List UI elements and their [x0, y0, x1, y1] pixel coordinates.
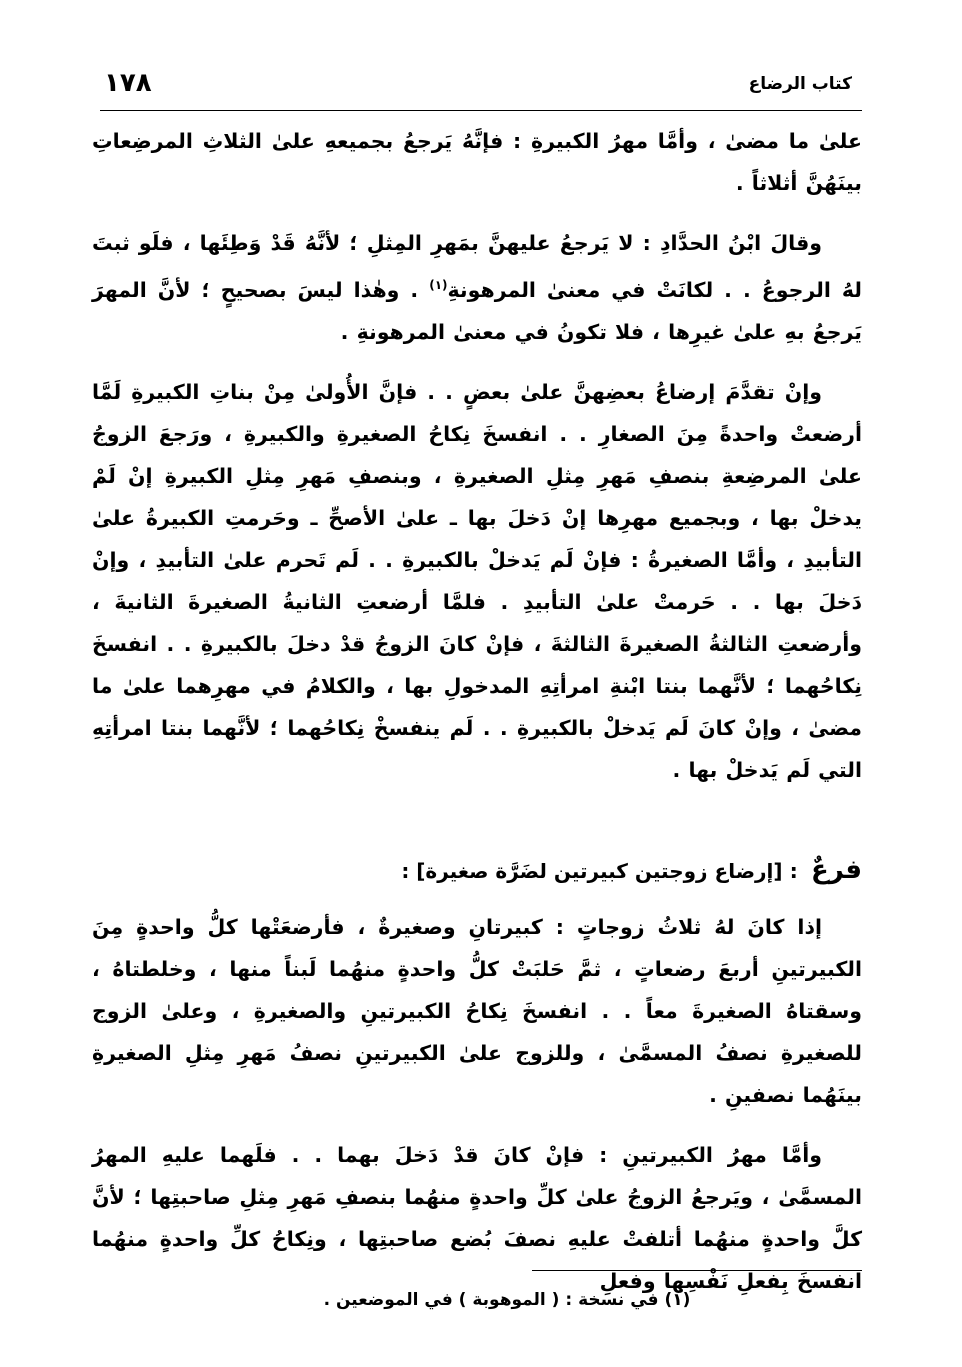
paragraph-2-text: وقالَ ابْنُ الحدَّادِ : لا يَرجعُ عليهنَّ بمَهرِ المِثلِ ؛ لأنَّهُ قَدْ وَطِئَها ، فلَو ثبتَ لهُ الرجوعُ . . لكانَتْ في معنىٰ المرهونةِ	[92, 231, 862, 302]
paragraph-1: علىٰ ما مضىٰ ، وأمَّا مهرُ الكبيرةِ : فإنَّهُ يَرجعُ بجميعهِ علىٰ الثلاثِ المرضِعاتِ بينَهُنَّ أثلاثاً .	[92, 129, 862, 195]
section-spacer	[92, 809, 862, 849]
footnote-area	[92, 1270, 862, 1315]
header-divider	[100, 110, 862, 111]
book-title: كتاب الرضاع	[748, 74, 852, 94]
page-body	[92, 120, 862, 1320]
footnote-divider	[532, 1270, 862, 1271]
paragraph-2: وقالَ ابْنُ الحدَّادِ : لا يَرجعُ عليهنَّ بمَهرِ المِثلِ ؛ لأنَّهُ قَدْ وَطِئَها ، فلَو ثبتَ لهُ الرجوعُ . . لكانَتْ في معنىٰ المرهونةِ$^{(١)}$ . وهٰذا ليسَ بصحيحٍ ؛ لأنَّ المهرَ يَرجعُ بهِ علىٰ غيرِها ، فلا تكونُ في معنىٰ المرهونةِ .	[92, 231, 862, 344]
page-number: ١٧٨	[104, 68, 152, 98]
branch-keyword: فرعٌ	[811, 854, 862, 885]
branch-paragraph-1: إذا كانَ لهُ ثلاثُ زوجاتٍ : كبيرتانِ وصغيرةٌ ، فأرضعَتْها كلُّ واحدةٍ مِنَ الكبيرتينِ أربعَ رضعاتٍ ، ثمَّ حَلبَتْ كلُّ واحدةٍ منهُما لَبناً منها ، وخلطتاهُ ، وسقتاهُ الصغيرةَ معاً . . انفسخَ نِكاحُ الكبيرتينِ والصغيرةِ ، وعلىٰ الزوج للصغيرةِ نصفُ المسمَّىٰ ، وللزوج علىٰ الكبيرتينِ نصفُ مَهرِ مِثلِ الصغيرةِ بينَهُما نصفينِ .	[92, 914, 862, 1107]
footnote-marker: (١)	[429, 278, 448, 292]
branch-title: [إرضاع زوجتين كبيرتين لضَرَّة صغيرة] :	[401, 858, 783, 883]
footnote-text: (١) في نسخة : ( الموهوبة ) في الموضعين .	[323, 1290, 691, 1310]
branch-separator: :	[782, 858, 806, 883]
branch-heading	[92, 849, 862, 892]
branch-paragraph-2: وأمَّا مهرُ الكبيرتينِ : فإنْ كانَ قدْ دَخلَ بهما . . فلَهما عليهِ المهرُ المسمَّىٰ ، ويَرجعُ الزوجُ علىٰ كلِّ واحدةٍ منهُما بنصفِ مَهرِ مِثلِ صاحبتِها ؛ لأنَّ كلَّ واحدةٍ منهُما أتلفتْ عليهِ نصفَ بُضع صاحبتِها ، ونِكاحُ كلِّ واحدةٍ منهُما انفسخَ بِفعلِ نَفْسِها وفعلِ	[92, 1142, 862, 1293]
page-header	[100, 68, 862, 106]
paragraph-3: وإنْ تقدَّمَ إرضاعُ بعضِهنَّ علىٰ بعضٍ . . فإنَّ الأُولىٰ مِنْ بناتِ الكبيرةِ لَمَّا أرضعتْ واحدةً مِنَ الصغارِ . . انفسخَ نِكاحُ الصغيرةِ والكبيرةِ ، ورَجعَ الزوجُ علىٰ المرضِعةِ بنصفِ مَهرِ مِثلِ الصغيرةِ ، وبنصفِ مَهرِ مِثلِ الكبيرةِ إنْ لَمْ يدخلْ بها ، وبجميع مهرِها إنْ دَخلَ بها ـ علىٰ الأصحِّ ـ وحَرمتِ الكبيرةُ علىٰ التأبيدِ ، وأمَّا الصغيرةُ : فإنْ لَم يَدخلْ بالكبيرةِ . . لَم تَحرم علىٰ التأبيدِ ، وإنْ دَخلَ بها . . حَرمتْ علىٰ التأبيدِ . فلمَّا أرضعتِ الثانيةُ الصغيرةَ الثانيةَ ، وأرضعتِ الثالثةُ الصغيرةَ الثالثةَ ، فإنْ كانَ الزوجُ قدْ دخلَ بالكبيرةِ . . انفسخَ نِكاحُهما ؛ لأنَّهما بنتا ابْنةِ امرأتِهِ المدخولِ بها ، والكلامُ في مهرِهما علىٰ ما مضىٰ ، وإنْ كانَ لَم يَدخلْ بالكبيرةِ . . لَم ينفسخْ نِكاحُهما ؛ لأنَّهما بنتا امرأتِهِ التي لَم يَدخلْ بها .	[92, 379, 862, 782]
